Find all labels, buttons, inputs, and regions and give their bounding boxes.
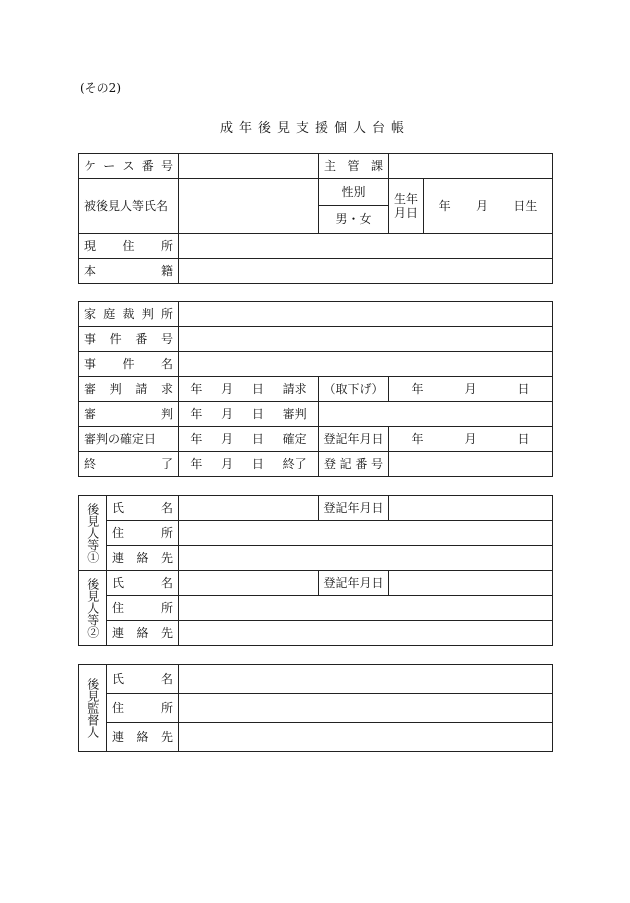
case-no-field[interactable] bbox=[179, 327, 553, 352]
decision-label: 審 判 bbox=[79, 402, 179, 427]
end-label: 終 了 bbox=[79, 452, 179, 477]
guardian2-contact-field[interactable] bbox=[179, 621, 553, 646]
guardian1-address-label: 住 所 bbox=[107, 521, 179, 546]
withdraw-date-field[interactable]: 年 月 日 bbox=[389, 377, 553, 402]
page-note: (その2) bbox=[80, 81, 121, 95]
birth-date-label: 生年 月日 bbox=[389, 179, 424, 234]
guardian2-registration-field[interactable] bbox=[389, 571, 553, 596]
case-name-field[interactable] bbox=[179, 352, 553, 377]
court-label: 家 庭 裁 判 所 bbox=[79, 302, 179, 327]
department-label: 主 管 課 bbox=[319, 154, 389, 179]
address-field[interactable] bbox=[179, 234, 553, 259]
supervisor-contact-label: 連 絡 先 bbox=[107, 723, 179, 752]
supervisor-label: 後見監督人 bbox=[79, 665, 107, 752]
supervisor-address-label: 住 所 bbox=[107, 694, 179, 723]
guardian1-label: 後見人等① bbox=[79, 496, 107, 571]
case-number-label: ケ ー ス 番 号 bbox=[79, 154, 179, 179]
sex-label: 性別 bbox=[319, 179, 389, 206]
supervisor-contact-field[interactable] bbox=[179, 723, 553, 752]
sex-field[interactable]: 男・女 bbox=[319, 206, 389, 234]
finalized-date-field[interactable]: 年 月 日 確定 bbox=[179, 427, 319, 452]
document-title: 成年後見支援個人台帳 bbox=[219, 121, 410, 136]
court-info-table bbox=[78, 301, 553, 477]
case-number-field[interactable] bbox=[179, 154, 319, 179]
guardian2-address-field[interactable] bbox=[179, 596, 553, 621]
guardian2-contact-label: 連 絡 先 bbox=[107, 621, 179, 646]
guardian2-name-field[interactable] bbox=[179, 571, 319, 596]
finalized-label: 審判の確定日 bbox=[79, 427, 179, 452]
guardian1-name-label: 氏 名 bbox=[107, 496, 179, 521]
ward-name-label: 被後見人等氏名 bbox=[79, 179, 179, 234]
registration-date-field[interactable]: 年 月 日 bbox=[389, 427, 553, 452]
guardian1-contact-field[interactable] bbox=[179, 546, 553, 571]
department-field[interactable] bbox=[389, 154, 553, 179]
registration-number-label: 登 記 番 号 bbox=[319, 452, 389, 477]
decision-date-field[interactable]: 年 月 日 審判 bbox=[179, 402, 319, 427]
decision-extra-field[interactable] bbox=[319, 402, 553, 427]
registration-date-label: 登記年月日 bbox=[319, 427, 389, 452]
domicile-label: 本 籍 bbox=[79, 259, 179, 284]
registration-number-field[interactable] bbox=[389, 452, 553, 477]
supervisor-name-label: 氏 名 bbox=[107, 665, 179, 694]
address-label: 現 住 所 bbox=[79, 234, 179, 259]
ward-name-field[interactable] bbox=[179, 179, 319, 234]
domicile-field[interactable] bbox=[179, 259, 553, 284]
petition-label: 審 判 請 求 bbox=[79, 377, 179, 402]
case-name-label: 事 件 名 bbox=[79, 352, 179, 377]
guardians-table bbox=[78, 495, 553, 646]
supervisor-name-field[interactable] bbox=[179, 665, 553, 694]
guardian2-label: 後見人等② bbox=[79, 571, 107, 646]
guardian2-registration-label: 登記年月日 bbox=[319, 571, 389, 596]
case-no-label: 事 件 番 号 bbox=[79, 327, 179, 352]
guardian2-name-label: 氏 名 bbox=[107, 571, 179, 596]
guardian2-address-label: 住 所 bbox=[107, 596, 179, 621]
birth-date-field[interactable]: 年 月 日生 bbox=[424, 179, 553, 234]
guardian1-name-field[interactable] bbox=[179, 496, 319, 521]
supervisor-address-field[interactable] bbox=[179, 694, 553, 723]
guardian1-registration-field[interactable] bbox=[389, 496, 553, 521]
end-date-field[interactable]: 年 月 日 終了 bbox=[179, 452, 319, 477]
guardian1-address-field[interactable] bbox=[179, 521, 553, 546]
guardian1-registration-label: 登記年月日 bbox=[319, 496, 389, 521]
withdraw-label: （取下げ） bbox=[319, 377, 389, 402]
supervisor-table bbox=[78, 664, 553, 752]
case-info-table bbox=[78, 153, 553, 284]
court-field[interactable] bbox=[179, 302, 553, 327]
guardian1-contact-label: 連 絡 先 bbox=[107, 546, 179, 571]
petition-date-field[interactable]: 年 月 日 請求 bbox=[179, 377, 319, 402]
